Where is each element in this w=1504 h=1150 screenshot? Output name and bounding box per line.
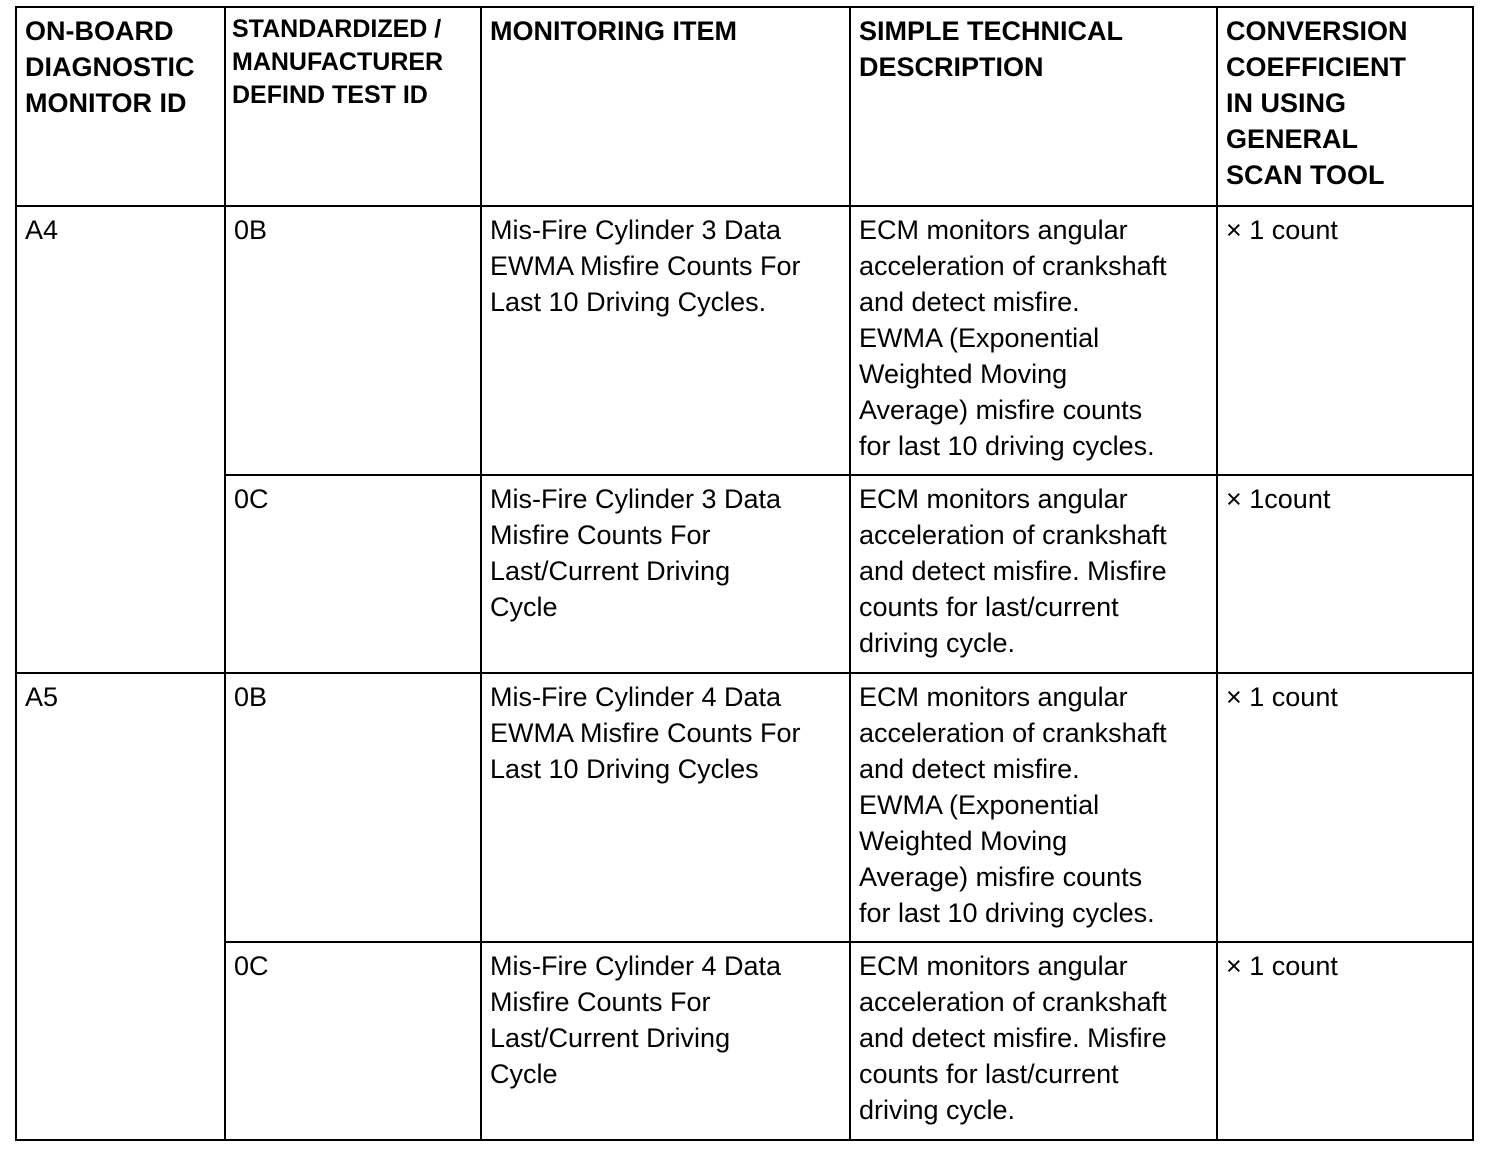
- table-row: [16, 206, 1473, 475]
- header-technical-description: SIMPLE TECHNICAL DESCRIPTION: [850, 7, 1217, 206]
- monitoring-item-cell: Mis-Fire Cylinder 4 Data EWMA Misfire Counts For Last 10 Driving Cycles: [481, 673, 850, 942]
- header-test-id: STANDARDIZED / MANUFACTURER DEFIND TEST ID: [225, 7, 481, 206]
- description-cell: ECM monitors angular acceleration of crankshaft and detect misfire. EWMA (Exponential Weighted Moving Average) misfire counts for last 10 driving cycles.: [850, 206, 1217, 475]
- header-monitoring-item: MONITORING ITEM: [481, 7, 850, 206]
- table-header-row: [16, 7, 1473, 206]
- monitor-id-cell: A4: [16, 206, 225, 673]
- obd-monitor-table: [15, 6, 1474, 1141]
- monitor-id-cell: A5: [16, 673, 225, 1140]
- test-id-cell: 0C: [225, 942, 481, 1140]
- monitoring-item-cell: Mis-Fire Cylinder 4 Data Misfire Counts For Last/Current Driving Cycle: [481, 942, 850, 1140]
- conversion-cell: × 1 count: [1217, 942, 1473, 1140]
- conversion-cell: × 1count: [1217, 475, 1473, 673]
- header-monitor-id: ON-BOARD DIAGNOSTIC MONITOR ID: [16, 7, 225, 206]
- description-cell: ECM monitors angular acceleration of crankshaft and detect misfire. EWMA (Exponential Weighted Moving Average) misfire counts for last 10 driving cycles.: [850, 673, 1217, 942]
- description-cell: ECM monitors angular acceleration of crankshaft and detect misfire. Misfire counts for last/current driving cycle.: [850, 475, 1217, 673]
- table-row: [16, 942, 1473, 1140]
- description-cell: ECM monitors angular acceleration of crankshaft and detect misfire. Misfire counts for last/current driving cycle.: [850, 942, 1217, 1140]
- monitoring-item-cell: Mis-Fire Cylinder 3 Data Misfire Counts For Last/Current Driving Cycle: [481, 475, 850, 673]
- test-id-cell: 0C: [225, 475, 481, 673]
- test-id-cell: 0B: [225, 673, 481, 942]
- conversion-cell: × 1 count: [1217, 206, 1473, 475]
- conversion-cell: × 1 count: [1217, 673, 1473, 942]
- test-id-cell: 0B: [225, 206, 481, 475]
- table-row: [16, 673, 1473, 942]
- header-conversion-coefficient: CONVERSION COEFFICIENT IN USING GENERAL SCAN TOOL: [1217, 7, 1473, 206]
- monitoring-item-cell: Mis-Fire Cylinder 3 Data EWMA Misfire Counts For Last 10 Driving Cycles.: [481, 206, 850, 475]
- table-row: [16, 475, 1473, 673]
